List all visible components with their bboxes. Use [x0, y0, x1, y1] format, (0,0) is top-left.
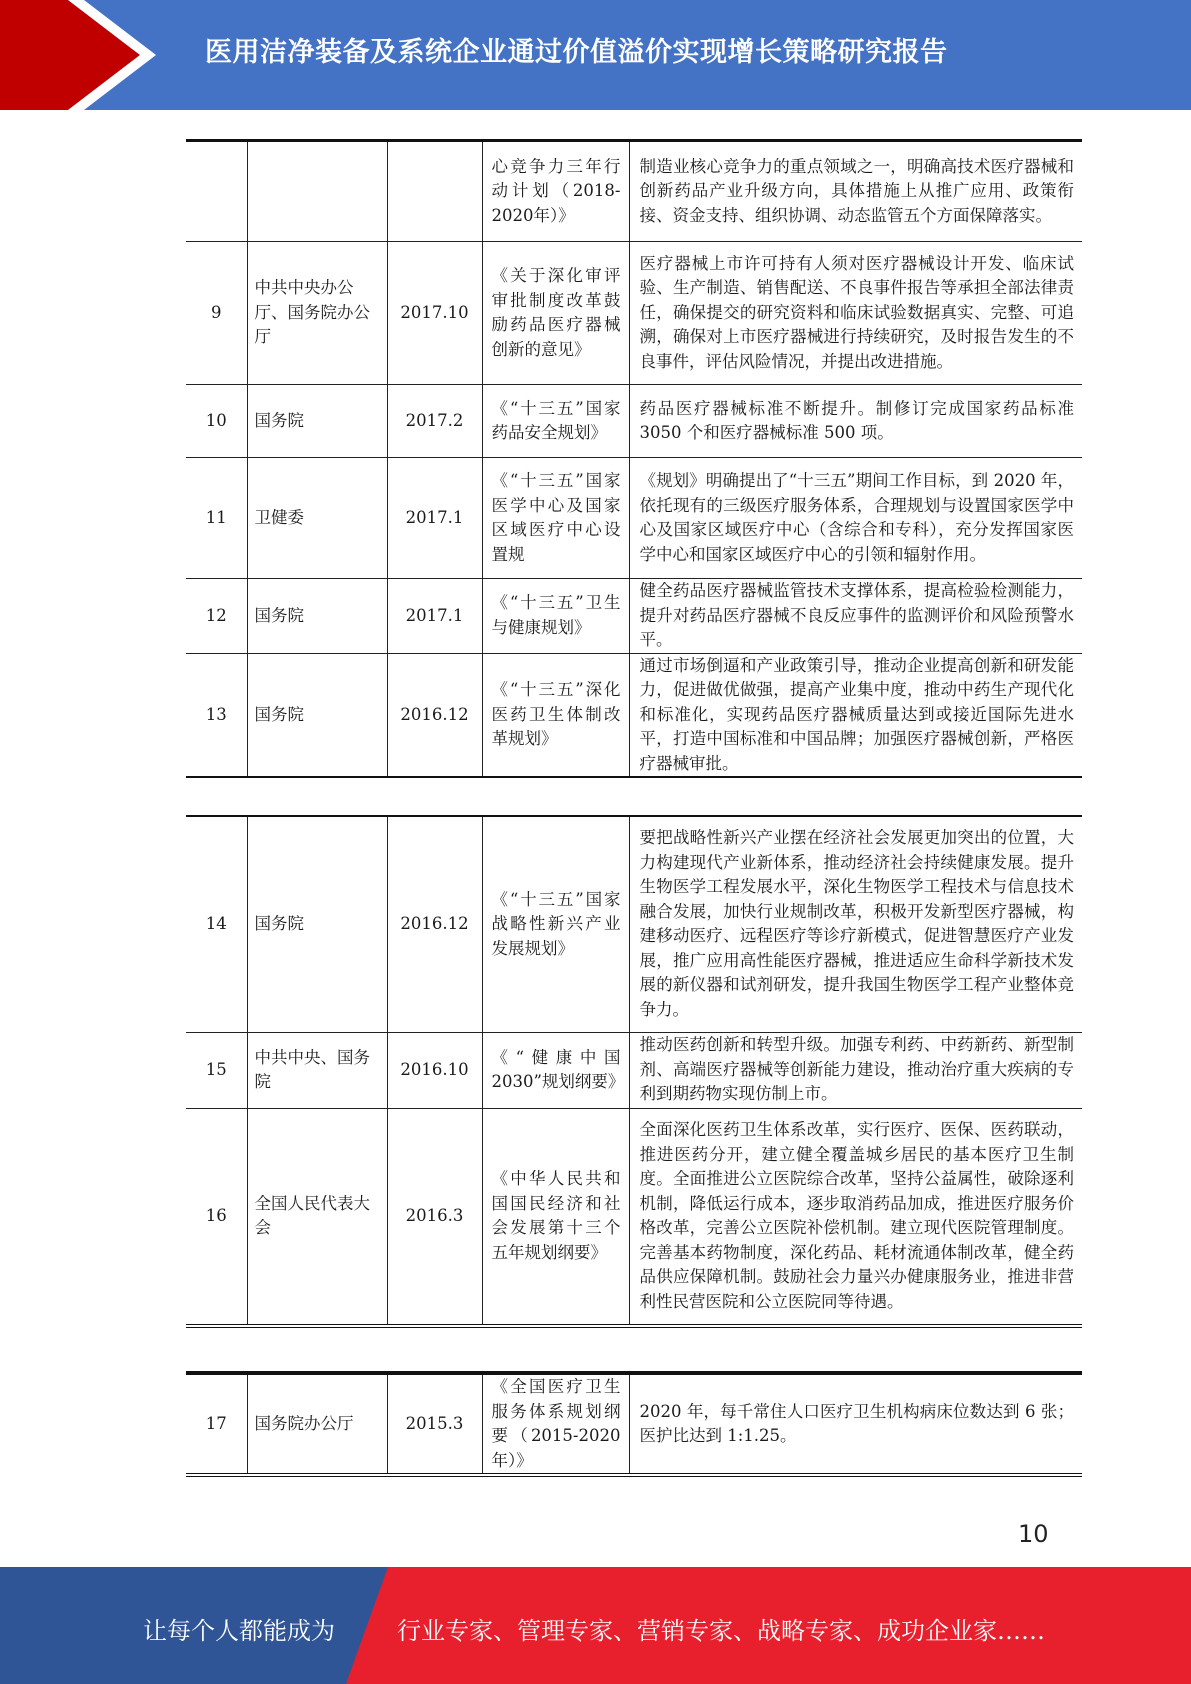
policy-document [482, 141, 629, 242]
issuing-body [247, 141, 387, 242]
row-number: 17 [186, 1373, 247, 1475]
policy-document [482, 1373, 629, 1475]
table-row [186, 141, 1082, 242]
policy-table-part-2 [186, 815, 1082, 1328]
issuing-body: 中共中央、国务院 [247, 1032, 387, 1108]
policy-document [482, 242, 629, 385]
issue-date: 2017.1 [387, 458, 482, 579]
policy-document [482, 1032, 629, 1108]
issue-date: 2016.12 [387, 653, 482, 777]
policy-document-text: 《“十三五”国家战略性新兴产业发展规划》 [491, 889, 621, 958]
table-row [186, 579, 1082, 654]
issuing-body: 卫健委 [247, 458, 387, 579]
policy-content [629, 1373, 1082, 1475]
row-number: 14 [186, 816, 247, 1032]
issue-date: 2016.10 [387, 1032, 482, 1108]
table-row [186, 1108, 1082, 1326]
header-chevron-icon [0, 0, 160, 110]
footer-slogan-left: 让每个人都能成为 [143, 1617, 335, 1645]
policy-content-text: 推动医药创新和转型升级。加强专利药、中药新药、新型制剂、高端医疗器械等创新能力建设，推动治疗重大疾病的专利到期药物实现仿制上市。 [639, 1035, 1074, 1104]
row-number: 9 [186, 242, 247, 385]
issue-date: 2016.3 [387, 1108, 482, 1326]
row-number: 10 [186, 385, 247, 458]
policy-content [629, 242, 1082, 385]
issuing-body: 国务院 [247, 653, 387, 777]
policy-content-text: 全面深化医药卫生体系改革，实行医疗、医保、医药联动，推进医药分开，建立健全覆盖城乡居民的基本医疗卫生制度。全面推进公立医院综合改革，坚持公益属性，破除逐利机制，降低运行成本，逐步取消药品加成，推进医疗服务价格改革，完善公立医院补偿机制。建立现代医院管理制度。完善基本药物制度，深化药品、耗材流通体制改革，健全药品供应保障机制。鼓励社会力量兴办健康服务业，推进非营利性民营医院和公立医院同等待遇。 [639, 1120, 1074, 1311]
policy-document-text: 《“健康中国 2030”规划纲要》 [491, 1047, 625, 1091]
policy-document-text: 《中华人民共和国国民经济和社会发展第十三个五年规划纲要》 [491, 1169, 621, 1262]
policy-document-text: 《关于深化审评审批制度改革鼓励药品医疗器械创新的意见》 [491, 266, 621, 359]
row-number: 13 [186, 653, 247, 777]
policy-content [629, 579, 1082, 654]
policy-document-text: 《“十三五”卫生与健康规划》 [491, 593, 621, 637]
policy-document [482, 385, 629, 458]
policy-document [482, 653, 629, 777]
policy-content [629, 1108, 1082, 1326]
table-row [186, 385, 1082, 458]
table-row [186, 458, 1082, 579]
issuing-body: 国务院 [247, 579, 387, 654]
policy-document [482, 458, 629, 579]
table-row [186, 1032, 1082, 1108]
row-number: 12 [186, 579, 247, 654]
policy-content [629, 141, 1082, 242]
policy-content-text: 《规划》明确提出了“十三五”期间工作目标，到 2020 年，依托现有的三级医疗服务体系，合理规划与设置国家医学中心及国家区域医疗中心（含综合和专科），充分发挥国家医学中心和国家区域医疗中心的引领和辐射作用。 [639, 471, 1074, 564]
row-number: 15 [186, 1032, 247, 1108]
row-number: 11 [186, 458, 247, 579]
policy-content [629, 653, 1082, 777]
issue-date: 2017.2 [387, 385, 482, 458]
issue-date [387, 141, 482, 242]
policy-document [482, 816, 629, 1032]
issuing-body: 中共中央办公厅、国务院办公厅 [247, 242, 387, 385]
policy-content-text: 2020 年，每千常住人口医疗卫生机构病床位数达到 6 张；医护比达到 1:1.25。 [639, 1401, 1074, 1445]
issuing-body: 国务院 [247, 385, 387, 458]
page-number: 10 [1018, 1520, 1049, 1548]
issue-date: 2017.10 [387, 242, 482, 385]
table-row [186, 242, 1082, 385]
policy-content [629, 385, 1082, 458]
policy-document-text: 《“十三五”深化医药卫生体制改革规划》 [491, 680, 621, 748]
policy-content-text: 要把战略性新兴产业摆在经济社会发展更加突出的位置，大力构建现代产业新体系，推动经济社会持续健康发展。提升生物医学工程发展水平，深化生物医学工程技术与信息技术融合发展，加快行业规制改革，积极开发新型医疗器械，构建移动医疗、远程医疗等诊疗新模式，促进智慧医疗产业发展，推广应用高性能医疗器械，推进适应生命科学新技术发展的新仪器和试剂研发，提升我国生物医学工程产业整体竞争力。 [639, 828, 1074, 1019]
policy-content [629, 458, 1082, 579]
policy-content-text: 制造业核心竞争力的重点领域之一，明确高技术医疗器械和创新药品产业升级方向，具体措施上从推广应用、政策衔接、资金支持、组织协调、动态监管五个方面保障落实。 [639, 156, 1074, 225]
issue-date: 2015.3 [387, 1373, 482, 1475]
policy-content-text: 健全药品医疗器械监管技术支撑体系，提高检验检测能力，提升对药品医疗器械不良反应事件的监测评价和风险预警水平。 [639, 581, 1074, 649]
report-title: 医用洁净装备及系统企业通过价值溢价实现增长策略研究报告 [205, 37, 948, 68]
policy-table-part-1 [186, 139, 1082, 778]
policy-table-part-3 [186, 1371, 1082, 1477]
policy-content-text: 通过市场倒逼和产业政策引导，推动企业提高创新和研发能力，促进做优做强，提高产业集中度，推动中药生产现代化和标准化，实现药品医疗器械质量达到或接近国际先进水平，打造中国标准和中国品牌；加强医疗器械创新，严格医疗器械审批。 [639, 655, 1074, 773]
issue-date: 2017.1 [387, 579, 482, 654]
policy-document [482, 579, 629, 654]
policy-document-text: 《“十三五”国家医学中心及国家区域医疗中心设置规 [491, 471, 621, 564]
policy-content [629, 816, 1082, 1032]
policy-document-text: 《全国医疗卫生服务体系规划纲要（2015-2020年）》 [491, 1377, 621, 1470]
issue-date: 2016.12 [387, 816, 482, 1032]
issuing-body: 全国人民代表大会 [247, 1108, 387, 1326]
page-footer [0, 1567, 1191, 1684]
policy-document-text: 心竞争力三年行动计划（2018-2020年）》 [491, 156, 621, 225]
policy-content-text: 药品医疗器械标准不断提升。制修订完成国家药品标准 3050 个和医疗器械标准 500 项。 [639, 398, 1074, 442]
policy-content [629, 1032, 1082, 1108]
footer-slogan-right: 行业专家、管理专家、营销专家、战略专家、成功企业家…… [397, 1617, 1045, 1645]
row-number: 16 [186, 1108, 247, 1326]
policy-document [482, 1108, 629, 1326]
issuing-body: 国务院办公厅 [247, 1373, 387, 1475]
table-row [186, 1373, 1082, 1475]
page-header [0, 0, 1191, 110]
row-number [186, 141, 247, 242]
policy-content-text: 医疗器械上市许可持有人须对医疗器械设计开发、临床试验、生产制造、销售配送、不良事件报告等承担全部法律责任，确保提交的研究资料和临床试验数据真实、完整、可追溯，确保对上市医疗器械进行持续研究，及时报告发生的不良事件，评估风险情况，并提出改进措施。 [639, 253, 1074, 371]
policy-document-text: 《“十三五”国家药品安全规划》 [491, 398, 621, 442]
issuing-body: 国务院 [247, 816, 387, 1032]
table-row [186, 653, 1082, 777]
table-row [186, 816, 1082, 1032]
